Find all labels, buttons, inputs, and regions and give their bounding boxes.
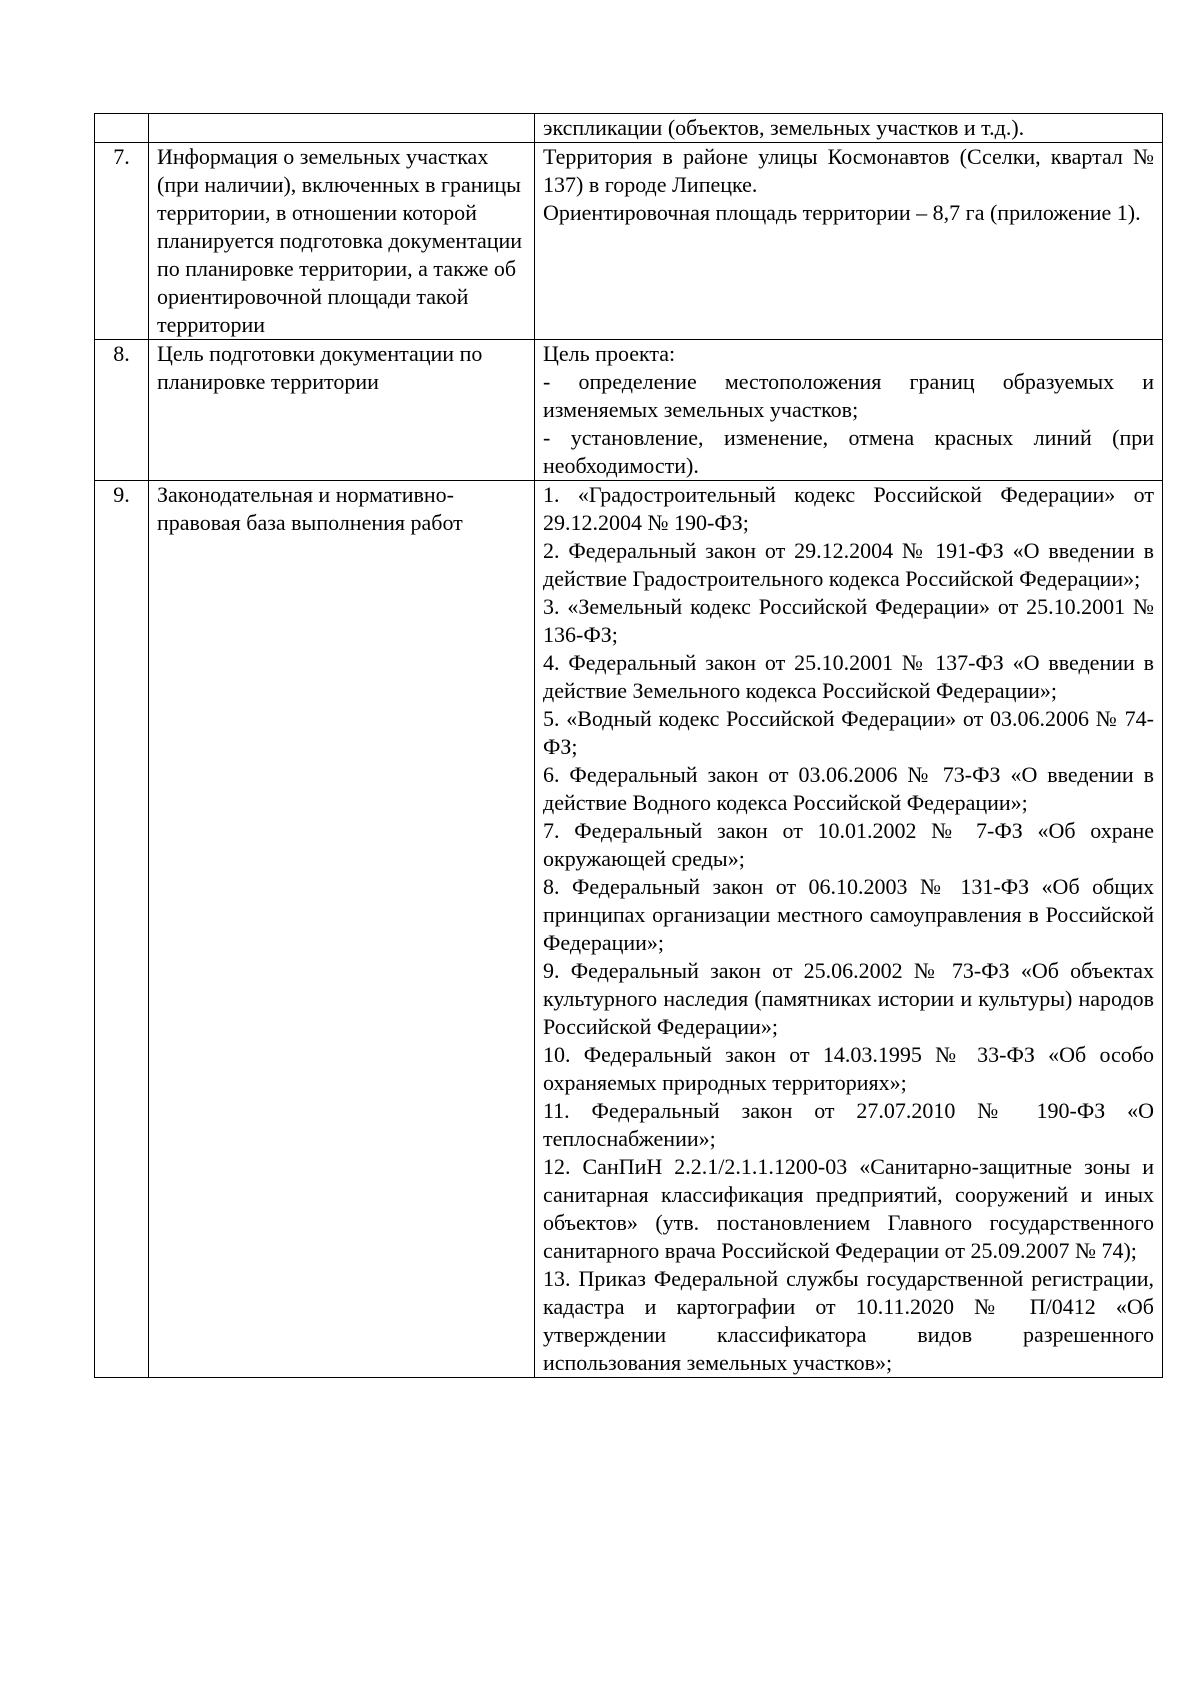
row-number — [95, 114, 149, 143]
row-value — [535, 481, 1163, 1378]
law-list-item: 1. «Градостроительный кодекс Российской Федерации» от 29.12.2004 № 190-ФЗ; — [543, 482, 1154, 535]
value-paragraph: - установление, изменение, отмена красных линий (при необходимости). — [543, 425, 1154, 478]
law-list-item: 2. Федеральный закон от 29.12.2004 № 191-ФЗ «О введении в действие Градостроительного кодекса Российской Федерации»; — [543, 538, 1154, 591]
row-number: 7. — [95, 143, 149, 340]
row-value — [535, 340, 1163, 481]
table-row — [95, 481, 1163, 1378]
row-name — [149, 114, 535, 143]
row-value — [535, 143, 1163, 340]
row-value — [535, 114, 1163, 143]
value-paragraph: - определение местоположения границ образуемых и изменяемых земельных участков; — [543, 369, 1154, 422]
table-row — [95, 114, 1163, 143]
row-number: 9. — [95, 481, 149, 1378]
law-list-item: 4. Федеральный закон от 25.10.2001 № 137-ФЗ «О введении в действие Земельного кодекса Российской Федерации»; — [543, 650, 1154, 703]
law-list-item: 9. Федеральный закон от 25.06.2002 № 73-ФЗ «Об объектах культурного наследия (памятниках истории и культуры) народов Российской Федерации»; — [543, 958, 1154, 1039]
law-list-item: 10. Федеральный закон от 14.03.1995 № 33-ФЗ «Об особо охраняемых природных территориях»; — [543, 1042, 1154, 1095]
value-paragraph: Территория в районе улицы Космонавтов (Сселки, квартал № 137) в городе Липецке. — [543, 144, 1154, 197]
value-paragraph: Ориентировочная площадь территории – 8,7 га (приложение 1). — [543, 200, 1141, 225]
requirements-table — [94, 113, 1163, 1378]
row-name: Цель подготовки документации по планировке территории — [149, 340, 535, 481]
table-row — [95, 340, 1163, 481]
law-list-item: 5. «Водный кодекс Российской Федерации» от 03.06.2006 № 74-ФЗ; — [543, 706, 1154, 759]
row-name: Информация о земельных участках (при наличии), включенных в границы территории, в отношении которой планируется подготовка документации по планировке территории, а также об ориентировочной площади такой территории — [149, 143, 535, 340]
row-number: 8. — [95, 340, 149, 481]
law-list-item: 3. «Земельный кодекс Российской Федерации» от 25.10.2001 № 136-ФЗ; — [543, 594, 1154, 647]
law-list-item: 7. Федеральный закон от 10.01.2002 № 7-ФЗ «Об охране окружающей среды»; — [543, 818, 1154, 871]
value-paragraph: Цель проекта: — [543, 341, 676, 366]
value-paragraph: экспликации (объектов, земельных участков и т.д.). — [543, 115, 1025, 140]
law-list-item: 8. Федеральный закон от 06.10.2003 № 131-ФЗ «Об общих принципах организации местного самоуправления в Российской Федерации»; — [543, 874, 1154, 955]
table-row — [95, 143, 1163, 340]
law-list-item: 13. Приказ Федеральной службы государственной регистрации, кадастра и картографии от 10.11.2020 № П/0412 «Об утверждении классификатора видов разрешенного использования земельных участков»; — [543, 1266, 1154, 1375]
row-name: Законодательная и нормативно-правовая база выполнения работ — [149, 481, 535, 1378]
law-list-item: 11. Федеральный закон от 27.07.2010 № 190-ФЗ «О теплоснабжении»; — [543, 1098, 1154, 1151]
law-list-item: 12. СанПиН 2.2.1/2.1.1.1200-03 «Санитарно-защитные зоны и санитарная классификация предприятий, сооружений и иных объектов» (утв. постановлением Главного государственного санитарного врача Российской Федерации от 25.09.2007 № 74); — [543, 1154, 1154, 1263]
law-list-item: 6. Федеральный закон от 03.06.2006 № 73-ФЗ «О введении в действие Водного кодекса Российской Федерации»; — [543, 762, 1154, 815]
